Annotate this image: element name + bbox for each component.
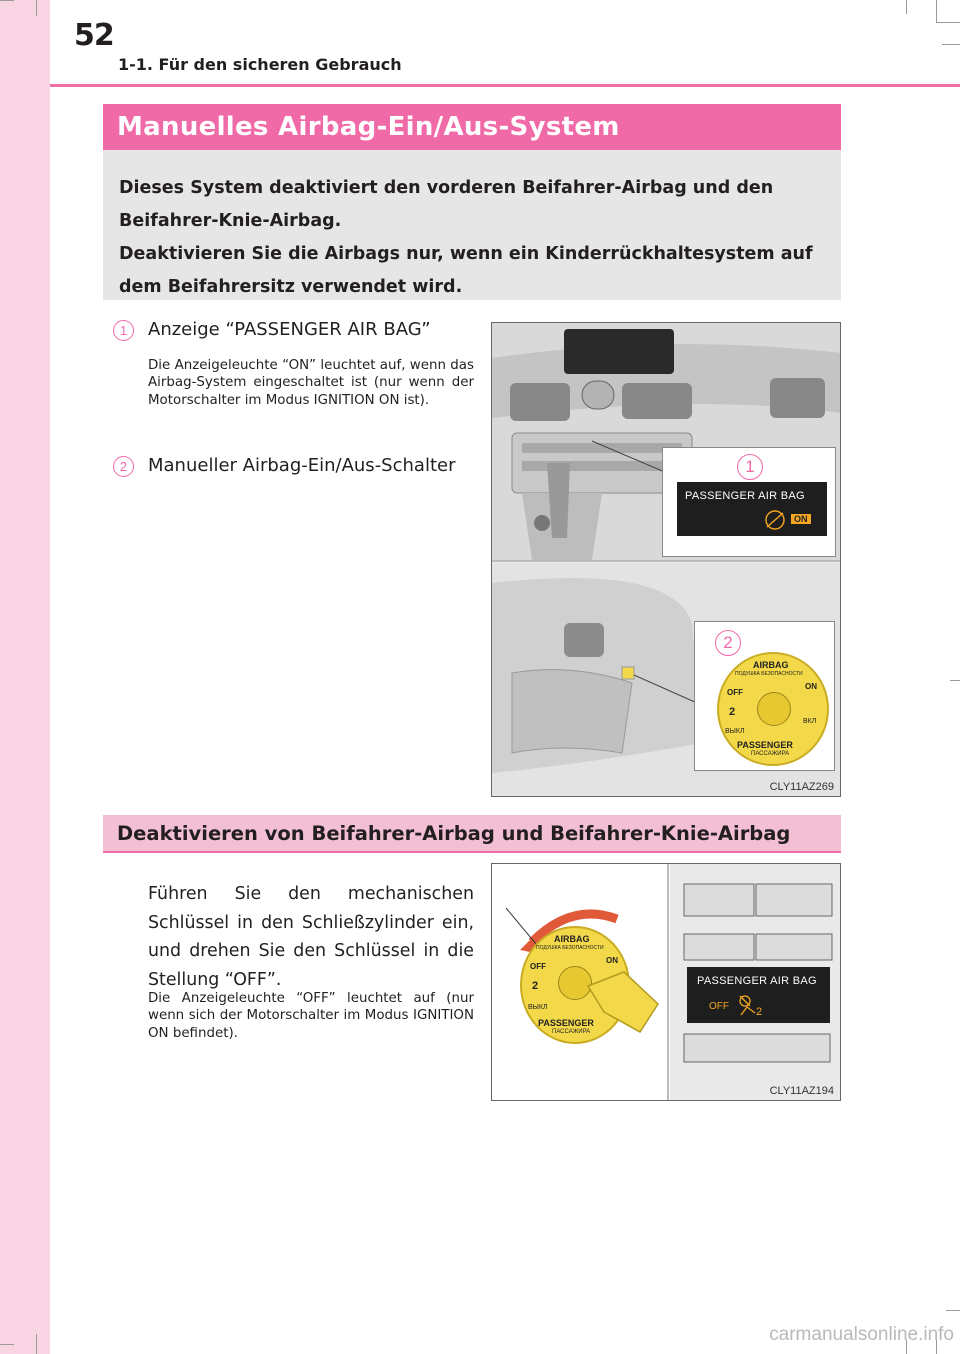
crop-mark [942, 44, 960, 45]
crop-mark [36, 0, 37, 16]
page-number: 52 [74, 18, 114, 53]
indicator-label: PASSENGER AIR BAG [697, 975, 817, 987]
figure-code: CLY11AZ269 [769, 781, 834, 793]
mechanical-key-icon [584, 966, 664, 1036]
switch-label-off: OFF [530, 962, 546, 971]
figure-switch-off [491, 863, 841, 1101]
switch-seat-number: 2 [532, 980, 539, 992]
switch-label-on-cyr: ВКЛ [803, 718, 817, 725]
crop-mark [36, 1334, 37, 1354]
subsection-title: Deaktivieren von Beifahrer-Airbag und Beifahrer-Knie-Airbag [117, 822, 791, 845]
switch-label-off-cyr: ВЫКЛ [528, 1004, 548, 1011]
airbag-seat-icon [735, 993, 765, 1017]
off-indicator: OFF [709, 1001, 729, 1012]
crop-mark [946, 1310, 960, 1311]
switch-label-passenger: PASSENGER [737, 740, 793, 750]
watermark: carmanualsonline.info [769, 1324, 954, 1345]
header-rule [50, 84, 960, 87]
indicator-label: PASSENGER AIR BAG [685, 490, 805, 502]
crop-mark [950, 680, 960, 681]
item-description: Die Anzeigeleuchte “ON” leuchtet auf, wenn das Airbag-System eingeschaltet ist (nur wenn der Motorschalter im Modus IGNITION ON ist). [148, 358, 474, 408]
body-description: Die Anzeigeleuchte “OFF” leuchtet auf (nur wenn sich der Motorschalter im Modus IGNITION ON befindet). [148, 991, 474, 1041]
crop-mark [936, 0, 937, 22]
indicator-panel [687, 967, 830, 1023]
switch-label-airbag: AIRBAG [753, 660, 789, 670]
callout-number: 1 [737, 454, 763, 480]
key-cylinder [757, 692, 791, 726]
item-title: Manueller Airbag-Ein/Aus-Schalter [148, 455, 456, 476]
crop-mark [0, 0, 14, 1]
airbag-off-icon [763, 509, 787, 531]
callout-number: 2 [715, 630, 741, 656]
switch-label-passenger: PASSENGER [538, 1018, 594, 1028]
on-indicator: ON [791, 514, 811, 524]
crop-mark [936, 22, 960, 23]
switch-label-on: ON [805, 682, 817, 691]
switch-label-on: ON [606, 956, 618, 965]
crop-mark [906, 0, 907, 14]
figure-code: CLY11AZ194 [769, 1085, 834, 1097]
section-banner [103, 104, 841, 150]
item-number-badge: 1 [113, 320, 134, 341]
section-title: Manuelles Airbag-Ein/Aus-System [117, 112, 620, 142]
switch-label-off-cyr: ВЫКЛ [725, 728, 745, 735]
switch-label-off: OFF [727, 688, 743, 697]
airbag-switch [717, 652, 829, 766]
switch-label-cyrillic: ПОДУШКА БЕЗОПАСНОСТИ [735, 671, 803, 677]
switch-label-cyrillic: ПОДУШКА БЕЗОПАСНОСТИ [536, 945, 604, 951]
switch-label-passenger-cyr: ПАССАЖИРА [552, 1029, 591, 1035]
side-strip [0, 0, 50, 1354]
subsection-banner [103, 815, 841, 853]
callout-switch [694, 621, 835, 771]
switch-label-passenger-cyr: ПАССАЖИРА [751, 751, 790, 757]
item-number-badge: 2 [113, 456, 134, 477]
body-text: Führen Sie den mechanischen Schlüssel in den Schließzylinder ein, und drehen Sie den Schlüssel in die Stellung “OFF”. [148, 884, 474, 990]
running-head: 1-1. Für den sicheren Gebrauch [118, 55, 402, 74]
indicator-panel [677, 482, 827, 536]
switch-seat-number: 2 [729, 706, 736, 718]
item-title: Anzeige “PASSENGER AIR BAG” [148, 319, 431, 340]
switch-label-airbag: AIRBAG [554, 934, 590, 944]
crop-mark [0, 1344, 14, 1345]
intro-paragraph: Dieses System deaktiviert den vorderen Beifahrer-Airbag und den Beifahrer-Knie-Airbag. [119, 178, 774, 231]
svg-text:2: 2 [756, 1006, 763, 1017]
figure-dashboard [491, 322, 841, 797]
intro-paragraph: Deaktivieren Sie die Airbags nur, wenn ein Kinderrückhaltesystem auf dem Beifahrersitz verwendet wird. [119, 244, 813, 297]
callout-indicator [662, 447, 836, 557]
intro-box [103, 150, 841, 300]
